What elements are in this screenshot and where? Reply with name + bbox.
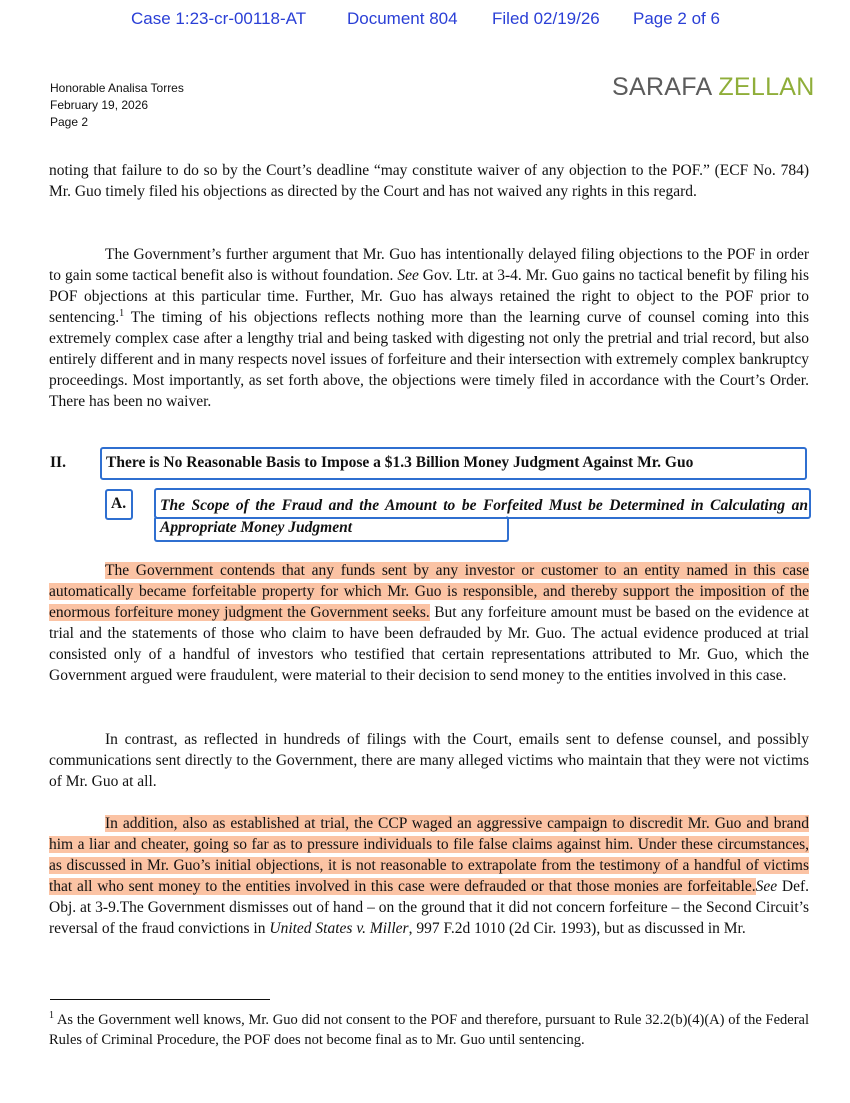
ecf-filed-date: Filed 02/19/26 (492, 9, 600, 28)
logo-word-sarafa: SARAFA (612, 73, 712, 101)
paragraph-alleged-victims: In contrast, as reflected in hundreds of filings with the Court, emails sent to defense counsel, and possibly communications sent directly to the Government, there are many alleged victims who maintain that they were not victims of Mr. Guo at all. (49, 731, 809, 790)
ecf-document-number: Document 804 (347, 9, 458, 28)
subsection-number-a: A. (111, 495, 127, 512)
section-number-ii: II. (50, 454, 66, 471)
addressee: Honorable Analisa Torres (50, 81, 184, 95)
firm-logo (612, 73, 815, 102)
paragraph-tactical-benefit (49, 244, 809, 412)
p2-see-signal: See (397, 267, 419, 284)
section-heading-ii: There is No Reasonable Basis to Impose a $1.3 Billion Money Judgment Against Mr. Guo (106, 454, 694, 471)
subsection-heading-a: The Scope of the Fraud and the Amount to be Forfeited Must be Determined in Calculating an Appropriate Money Judgment (160, 497, 808, 536)
p2-text-a: The Government’s further argument that Mr. Guo has intentionally delayed filing objections to the POF in order to gain some tactical benefit also is without foundation. (49, 246, 809, 284)
p5-see-signal: See (755, 878, 778, 895)
letter-date: February 19, 2026 (50, 98, 149, 112)
paragraph-ccp-campaign (49, 813, 809, 939)
p2-text-c: The timing of his objections reflects nothing more than the learning curve of counsel coming into this extremely complex case after a lengthy trial and being tasked with digesting not only the pretrial and trial record, but also entirely different and in many respects novel issues of forfeiture and their intersection with extremely complex bankruptcy proceedings. Most importantly, as set forth above, the objections were timely filed in accordance with the Court’s Order. There has been no waiver. (49, 309, 809, 410)
footnote-text: As the Government well knows, Mr. Guo did not consent to the POF and therefore, pursuant to Rule 32.2(b)(4)(A) of the Federal Rules of Criminal Procedure, the POF does not become final as to Mr. Guo until sentencing. (49, 1012, 809, 1048)
letter-page: Page 2 (50, 115, 89, 129)
letter-header (50, 80, 184, 131)
p5-text-b: Def. Obj. at 3-9.The Government dismisses out of hand – on the ground that it did not concern forfeiture – the Second Circuit’s reversal of the fraud convictions in (49, 878, 809, 937)
highlighted-passage-1: The Government contends that any funds sent by any investor or customer to an entity named in this case automatically became forfeitable property for which Mr. Guo is responsible, and thereby support the imposition of the enormous forfeiture money judgment the Government seeks. (49, 562, 809, 621)
footnote-reference: 1 (119, 307, 125, 319)
ecf-case-number: Case 1:23-cr-00118-AT (131, 9, 307, 28)
p5-text-c: , 997 F.2d 1010 (2d Cir. 1993), but as discussed in Mr. (408, 920, 746, 937)
p2-text-b: Gov. Ltr. at 3-4. Mr. Guo gains no tactical benefit by filing his POF objections at this particular time. Further, Mr. Guo has always retained the right to object to the POF prior to sentencing. (49, 267, 810, 326)
logo-word-zellan: ZELLAN (718, 73, 815, 101)
footnote-number: 1 (49, 1010, 54, 1022)
footnote-1 (49, 1011, 809, 1050)
paragraph-waiver: noting that failure to do so by the Court’s deadline “may constitute waiver of any objection to the POF.” (ECF No. 784) Mr. Guo timely filed his objections as directed by the Court and has not waived any rights in this regard. (49, 162, 809, 200)
p3-text-rest: But any forfeiture amount must be based on the evidence at trial and the statements of those who claim to have been defrauded by Mr. Guo. The actual evidence produced at trial consisted only of a handful of investors who testified that certain representations attributed to Mr. Guo, which the Government argued were fraudulent, were material to their decision to send money to the entities involved in this case. (49, 604, 809, 684)
ecf-page-number: Page 2 of 6 (633, 9, 720, 28)
case-citation-miller: United States v. Miller (269, 920, 409, 937)
footnote-separator (50, 999, 270, 1000)
paragraph-forfeitable-property (49, 560, 809, 686)
highlighted-passage-2: In addition, also as established at trial, the CCP waged an aggressive campaign to discredit Mr. Guo and brand him a liar and cheater, going so far as to pressure individuals to file false claims against him. Under these circumstances, as discussed in Mr. Guo’s initial objections, it is not reasonable to extrapolate from the testimony of a handful of victims that all who sent money to the entities involved in this case were defrauded or that those monies are forfeitable. (49, 815, 809, 895)
